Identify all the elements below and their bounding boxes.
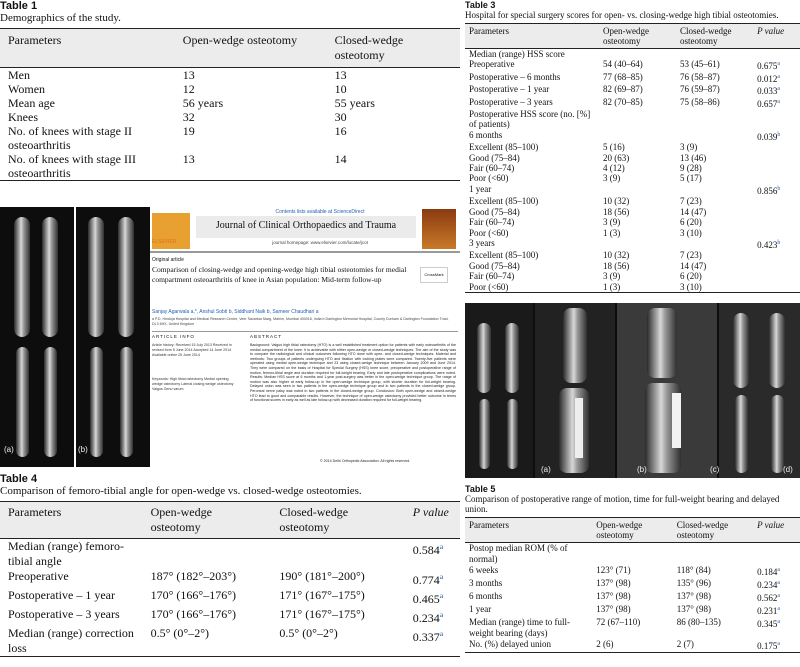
table3-cell: 3 (10): [680, 227, 702, 238]
table3-cell: 53 (45–61): [680, 59, 720, 70]
table3-cell: Good (75–84): [469, 152, 520, 163]
publisher-name: ELSEVIER: [152, 239, 177, 245]
table5-cell: 0.231$^a$: [757, 606, 780, 616]
table5-cell: 0.184$^a$: [757, 567, 780, 577]
table4-header-cell: Open-wedge osteotomy: [150, 505, 212, 534]
table3-header-row: [465, 24, 800, 49]
table1-cell: 55 years: [334, 96, 375, 110]
table3-cell: Postoperative – 6 months: [469, 71, 561, 82]
table3-cell: 0.012$^a$: [757, 73, 780, 84]
table3-cell: 1 (3): [603, 281, 621, 292]
table3-cell: 0.033$^a$: [757, 86, 780, 97]
table5-row: [465, 604, 800, 617]
table5-label: Table 5: [465, 484, 496, 494]
table5: [465, 484, 800, 667]
article-title: Comparison of closing-wedge and opening-wedge high tibial osteotomies for medial compartment osteoarthritis of knee in Asian population: Mid-term follow-up: [152, 265, 407, 284]
crossmark-badge: CrossMark: [420, 267, 448, 283]
table3-cell: 10 (32): [603, 196, 630, 207]
footnote-marker[interactable]: b: [777, 239, 781, 246]
table3-row: [465, 109, 800, 130]
table4-cell: 0.465$^a$: [412, 591, 444, 606]
table3-cell: 14 (47): [680, 260, 707, 271]
table3-cell: [676, 130, 753, 142]
table5-header-row: [465, 518, 800, 543]
footnote-marker[interactable]: a: [777, 606, 780, 612]
table3-cell: [753, 217, 800, 227]
table4-cell: 0.584$^a$: [412, 542, 444, 557]
table3-cell: [599, 109, 676, 130]
table5-cell: 2 (6): [596, 639, 614, 649]
footnote-marker[interactable]: a: [777, 580, 780, 586]
table1-cell: 56 years: [182, 96, 224, 110]
table3-cell: [753, 173, 800, 183]
table4-header-cell: Closed-wedge osteotomy: [279, 505, 349, 534]
table3-cell: [753, 261, 800, 271]
journal-name: Journal of Clinical Orthopaedics and Trauma: [215, 220, 397, 231]
table3-row: [465, 207, 800, 217]
table3-cell: 5 (16): [603, 142, 625, 153]
table4-row: [0, 539, 460, 570]
table3-cell: 3 (9): [603, 173, 621, 184]
table1-cell: 32: [182, 110, 195, 124]
table5-cell: 0.234$^a$: [757, 580, 780, 590]
table3-cell: Median (range) HSS score: [469, 49, 565, 59]
table1-row: [0, 82, 460, 96]
table1-cell: 12: [182, 82, 195, 96]
table1: [0, 0, 460, 205]
table3-cell: 20 (63): [603, 152, 630, 163]
table1-cell: 16: [334, 124, 347, 138]
panel-label-a: (a): [541, 465, 551, 474]
footnote-marker[interactable]: a: [439, 542, 444, 551]
table5-cell: 72 (67–110): [596, 617, 641, 627]
table3-cell: [753, 153, 800, 163]
table1-row: [0, 152, 460, 181]
table3-row: [465, 238, 800, 250]
table3-cell: 0.657$^a$: [757, 98, 780, 109]
table3-cell: 3 (10): [680, 281, 702, 292]
figure-left-xray: [0, 207, 150, 467]
table3-cell: [676, 49, 753, 60]
table5-cell: 123° (71): [596, 565, 631, 575]
table3-cell: 54 (40–64): [603, 59, 643, 70]
table5-cell: 86 (80–135): [676, 617, 721, 627]
table4-cell: 0.337$^a$: [412, 629, 444, 644]
table1-cell: No. of knees with stage III osteoarthritis: [8, 152, 136, 180]
article-type: Original article: [152, 257, 184, 263]
table3-cell: 14 (47): [680, 206, 707, 217]
table1-cell: No. of knees with stage II osteoarthritis: [8, 124, 132, 152]
footnote-marker[interactable]: a: [439, 610, 444, 619]
table4-cell: 190° (181°–200°): [279, 569, 365, 583]
table4-cell: Postoperative – 1 year: [8, 588, 115, 602]
table1-cell: 10: [334, 82, 347, 96]
table3-label: Table 3: [465, 0, 496, 10]
table3-cell: [753, 207, 800, 217]
table5-cell: 137° (98): [596, 578, 631, 588]
footnote-marker[interactable]: a: [439, 629, 444, 638]
footnote-marker[interactable]: a: [777, 641, 780, 647]
table3-cell: [753, 228, 800, 238]
table5-cell: 3 months: [469, 578, 503, 588]
table3-row: [465, 184, 800, 196]
table3-grid: [465, 23, 800, 293]
table3-row: [465, 84, 800, 96]
table4-cell: 187° (182°–203°): [150, 569, 236, 583]
table4-cell: [271, 539, 404, 570]
table4-header-row: [0, 502, 460, 539]
table5-cell: 2 (7): [676, 639, 694, 649]
panel-label-b: (b): [637, 465, 647, 474]
panel-label-c: (c): [710, 465, 720, 474]
journal-top-line: Contents lists available at ScienceDirect: [275, 209, 365, 215]
table4-cell: 170° (166°–176°): [150, 607, 236, 621]
table5-cell: 137° (98): [676, 604, 712, 614]
table4-cell: 0.234$^a$: [412, 610, 444, 625]
table4-cell: 170° (166°–176°): [150, 588, 236, 602]
article-page: [150, 207, 460, 467]
table5-row: [465, 591, 800, 604]
table3-cell: 13 (46): [680, 152, 707, 163]
table3-cell: 0.423$^b$: [757, 239, 781, 250]
table5-grid: [465, 517, 800, 653]
table3-cell: 0.039$^b$: [757, 131, 781, 142]
article-affiliations: a P.D. Hinduja Hospital and Medical Research Centre, Veer Savarkar Marg, Mahim, Mumbai 400016, India b Darlington Memorial Hospital, County Durham & Darlington Foundation Trust, DL3 6HX, United Kingdom: [152, 317, 449, 326]
abstract-heading: ABSTRACT: [250, 334, 283, 339]
table3-cell: Good (75–84): [469, 206, 520, 217]
table4: [0, 473, 460, 667]
table5-row: [465, 543, 800, 566]
table1-cell: 13: [182, 152, 195, 166]
table1-header-cell: Parameters: [8, 33, 62, 47]
table3-cell: Excellent (85–100): [469, 250, 539, 261]
table5-cell: 137° (98): [596, 604, 631, 614]
table5-header-cell: Closed-wedge osteotomy: [676, 520, 729, 540]
table4-cell: 171° (167°–175°): [279, 607, 365, 621]
table5-cell: [753, 543, 800, 566]
footnote-marker[interactable]: a: [439, 572, 444, 581]
table3-row: [465, 250, 800, 260]
table5-cell: 137° (98): [596, 591, 631, 601]
table3-cell: [753, 109, 800, 130]
table5-header-cell: Open-wedge osteotomy: [596, 520, 643, 540]
table3-row: [465, 163, 800, 173]
table3-cell: Poor (<60): [469, 281, 509, 292]
table1-cell: Mean age: [8, 96, 55, 110]
article-authors: Sanjay Agarwala a,*, Anshul Sobti b, Siddhant Naik b, Sameer Chaudhari a: [152, 309, 319, 315]
table1-cell: 14: [334, 152, 347, 166]
table4-cell: Preoperative: [8, 569, 69, 583]
table3-cell: Excellent (85–100): [469, 142, 539, 153]
table3-cell: 0.856$^b$: [757, 185, 781, 196]
table3-cell: Preoperative: [469, 59, 515, 70]
table3-cell: [599, 130, 676, 142]
table3-cell: 10 (32): [603, 250, 630, 261]
table3-cell: 9 (28): [680, 163, 702, 174]
footnote-marker[interactable]: a: [777, 61, 780, 68]
figure-right-xray: [465, 303, 800, 478]
article-info-heading: ARTICLE INFO: [152, 334, 195, 339]
table4-cell: 0.774$^a$: [412, 572, 444, 587]
table3-header-cell: P value: [757, 26, 785, 36]
table5-header-cell: Parameters: [469, 520, 509, 530]
table3-cell: Poor (<60): [469, 173, 509, 184]
table4-row: [0, 626, 460, 657]
table5-caption: Comparison of postoperative range of motion, time for full-weight bearing and delayed union.: [465, 494, 780, 514]
table1-cell: 13: [182, 68, 195, 82]
table5-cell: No. (%) delayed union: [469, 639, 551, 649]
table3-row: [465, 173, 800, 183]
table3-cell: 76 (58–87): [680, 71, 720, 82]
footnote-marker[interactable]: a: [439, 591, 444, 600]
table3-cell: 18 (56): [603, 260, 630, 271]
table3-row: [465, 72, 800, 84]
table5-cell: 135° (96): [676, 578, 712, 588]
table3-cell: 82 (69–87): [603, 84, 643, 95]
table1-row: [0, 68, 460, 83]
table3-cell: Postoperative – 1 year: [469, 84, 550, 95]
table5-cell: Median (range) time to full-weight bearing (days): [469, 617, 570, 638]
table3-cell: 82 (70–85): [603, 96, 643, 107]
table5-header-cell: P value: [757, 520, 785, 530]
table1-header-cell: Closed-wedge osteotomy: [334, 33, 404, 62]
table3-cell: Good (75–84): [469, 260, 520, 271]
table1-row: [0, 96, 460, 110]
abstract-text: Background: Valgus high tibial osteotomy (HTO) is a well established treatment option for patients with early osteoarthritis of the medial compartment of the knee. It is achievable with either open-wedge or closed-wedge techniques. The aim of the study was to compare the radiological and clinical outcomes following HTO done with open- and closed-wedge techniques. Material and methods: Two groups of patients undergoing HTO and fixation with locking plates were compared. Twenty-five patients were operated using medial open-wedge technique and 23 using closed-wedge technique between January 2009 and June 2014. They were compared on the basis of Hospital for Special Surgery (HSS) knee score, preoperative and postoperative range of motion, femoro-tibial angle and duration required for full-weight bearing. Early and late postoperative complications were noted. Results: Median HSS score at 6 months and 1-year post-surgery was better in the open-wedge technique group. The range of motion was also higher at early follow-up in the open-wedge technique group, with shorter duration for full-weight bearing. Delayed union was seen in two patients in the open-wedge technique group and in two patients in the closed-wedge group. Peroneal nerve palsy was noted in two patients in the closed-wedge group. Conclusion: Both open-wedge and closed-wedge HTO lead to good and comparable results. However, the technique of open-wedge osteotomy provided better outcome in terms of functional scores in early as well as late follow-up with decreased duration required for full-weight bearing.: [250, 343, 456, 403]
footnote-marker[interactable]: b: [777, 185, 781, 192]
table1-cell: 13: [334, 68, 347, 82]
table5-cell: 0.345$^a$: [757, 619, 780, 629]
table3-cell: [753, 196, 800, 206]
table3-cell: 6 (20): [680, 271, 702, 282]
panel-label-a: (a): [4, 445, 14, 454]
table3-cell: Postoperative – 3 years: [469, 96, 553, 107]
table1-cell: 19: [182, 124, 195, 138]
table5-cell: 6 weeks: [469, 565, 499, 575]
table5-row: [465, 565, 800, 578]
table3-cell: Fair (60–74): [469, 217, 515, 228]
table1-cell: Men: [8, 68, 30, 82]
table1-header-row: [0, 29, 460, 68]
table5-cell: [592, 543, 672, 566]
table1-row: [0, 124, 460, 152]
table4-row: [0, 569, 460, 588]
table4-cell: 0.5° (0°–2°): [279, 626, 338, 640]
table5-cell: 0.175$^a$: [757, 641, 780, 651]
table3-row: [465, 153, 800, 163]
table3-cell: [676, 109, 753, 130]
table3-cell: 4 (12): [603, 163, 625, 174]
table3-cell: Fair (60–74): [469, 271, 515, 282]
table3-cell: Excellent (85–100): [469, 196, 539, 207]
table3-row: [465, 261, 800, 271]
table3-cell: Fair (60–74): [469, 163, 515, 174]
table4-row: [0, 607, 460, 626]
table3-cell: Poor (<60): [469, 227, 509, 238]
table3-header-cell: Open-wedge osteotomy: [603, 26, 649, 46]
table3-row: [465, 217, 800, 227]
table3-cell: 3 (9): [680, 142, 698, 153]
table4-cell: Postoperative – 3 years: [8, 607, 120, 621]
table3-cell: 3 years: [469, 237, 495, 248]
table3-cell: 6 months: [469, 129, 503, 140]
table1-cell: Women: [8, 82, 46, 96]
table3-cell: 1 (3): [603, 227, 621, 238]
table1-label: Table 1: [0, 0, 38, 12]
table3-cell: [676, 238, 753, 250]
table3-cell: [676, 184, 753, 196]
table5-cell: 137° (98): [676, 591, 712, 601]
table3-row: [465, 282, 800, 293]
panel-label-d: (d): [783, 465, 793, 474]
table4-header-cell: Parameters: [8, 505, 62, 519]
table3-cell: 77 (68–85): [603, 71, 643, 82]
footnote-marker[interactable]: a: [777, 593, 780, 599]
journal-cover-thumb: [422, 209, 456, 249]
table4-header-cell: P value: [412, 505, 449, 519]
table3-row: [465, 49, 800, 60]
table1-grid: [0, 28, 460, 181]
table5-cell: 118° (84): [676, 565, 711, 575]
table3-cell: 5 (17): [680, 173, 702, 184]
table3-cell: 0.675$^a$: [757, 61, 780, 72]
table3-cell: [753, 282, 800, 293]
table3-row: [465, 228, 800, 238]
table4-cell: [143, 539, 272, 570]
table1-cell: 30: [334, 110, 347, 124]
table3-cell: [599, 184, 676, 196]
table3-cell: [753, 49, 800, 60]
table4-cell: Median (range) femoro-tibial angle: [8, 539, 124, 568]
table4-label: Table 4: [0, 473, 38, 485]
table3-cell: 76 (59–87): [680, 84, 720, 95]
table3-row: [465, 59, 800, 71]
table5-row: [465, 617, 800, 639]
copyright-line: © 2014 Delhi Orthopedic Association. All rights reserved.: [320, 459, 411, 463]
table3: [465, 0, 800, 300]
table1-row: [0, 110, 460, 124]
table4-cell: 0.5° (0°–2°): [150, 626, 209, 640]
footnote-marker[interactable]: b: [777, 131, 781, 138]
table3-cell: 7 (23): [680, 250, 702, 261]
table1-cell: Knees: [8, 110, 38, 124]
table5-row: [465, 578, 800, 591]
table3-cell: [753, 163, 800, 173]
table4-cell: 171° (167°–175°): [279, 588, 365, 602]
table1-header-cell: Open-wedge osteotomy: [182, 33, 298, 47]
table3-cell: 7 (23): [680, 196, 702, 207]
table4-row: [0, 588, 460, 607]
table5-row: [465, 639, 800, 653]
panel-label-b: (b): [78, 445, 88, 454]
footnote-marker[interactable]: a: [777, 98, 780, 105]
article-keywords: Keywords: High tibial osteotomy Medial opening wedge osteotomy Lateral closing wedge osteotomy Valgus Genu varum: [152, 377, 234, 391]
table3-cell: [753, 250, 800, 260]
table3-cell: 18 (56): [603, 206, 630, 217]
table3-cell: [753, 271, 800, 281]
table5-cell: 0.562$^a$: [757, 593, 780, 603]
table3-cell: 3 (9): [603, 217, 621, 228]
table5-cell: [673, 543, 753, 566]
table3-row: [465, 142, 800, 152]
footnote-marker[interactable]: a: [777, 567, 780, 573]
table3-row: [465, 97, 800, 109]
table3-cell: 6 (20): [680, 217, 702, 228]
table4-cell: Median (range) correction loss: [8, 626, 134, 655]
table3-cell: 1 year: [469, 183, 492, 194]
table3-header-cell: Parameters: [469, 26, 509, 36]
footnote-marker[interactable]: a: [777, 86, 780, 93]
table3-row: [465, 196, 800, 206]
article-history: Article history: Received 15 July 2013 Received in revised form 5 June 2014 Accepted 14 June 2014 Available online 25 June 2014: [152, 343, 232, 357]
table3-cell: [599, 238, 676, 250]
table3-header-cell: Closed-wedge osteotomy: [680, 26, 732, 46]
table5-cell: Postop median ROM (% of normal): [469, 543, 568, 564]
table3-caption: Hospital for special surgery scores for open- vs. closing-wedge high tibial osteotomies.: [465, 10, 779, 20]
table3-cell: [599, 49, 676, 60]
table3-row: [465, 130, 800, 142]
table3-row: [465, 271, 800, 281]
table4-caption: Comparison of femoro-tibial angle for open-wedge vs. closed-wedge osteotomies.: [0, 485, 362, 497]
table1-caption: Demographics of the study.: [0, 12, 121, 24]
footnote-marker[interactable]: a: [777, 619, 780, 625]
table3-cell: [753, 142, 800, 152]
table3-cell: Postoperative HSS score (no. [%] of patients): [469, 109, 591, 130]
journal-homepage: journal homepage: www.elsevier.com/locate/jcot: [272, 240, 368, 245]
table5-cell: 6 months: [469, 591, 503, 601]
table5-cell: 1 year: [469, 604, 492, 614]
table3-cell: 3 (9): [603, 271, 621, 282]
footnote-marker[interactable]: a: [777, 73, 780, 80]
table3-cell: 75 (58–86): [680, 96, 720, 107]
table4-grid: [0, 501, 460, 657]
